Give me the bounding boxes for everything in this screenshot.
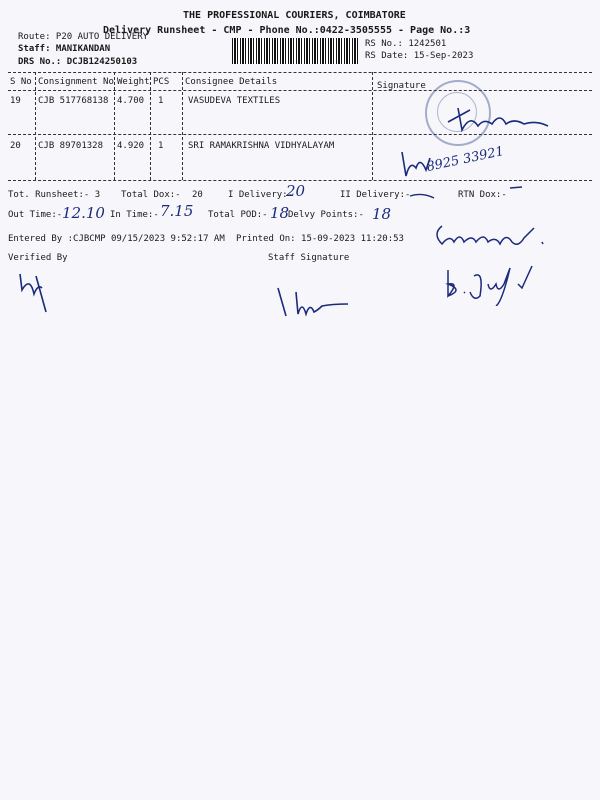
staff-signature-label: Staff Signature xyxy=(268,253,350,263)
delvy-points-label: Delvy Points:- xyxy=(288,210,364,220)
table-row-pcs: 1 xyxy=(158,96,164,106)
col-divider xyxy=(114,72,115,180)
company-name: THE PROFESSIONAL COURIERS, COIMBATORE xyxy=(183,10,406,21)
staff-signature xyxy=(272,282,362,322)
entered-by: Entered By :CJBCMP 09/15/2023 9:52:17 AM xyxy=(8,234,225,244)
col-divider xyxy=(150,72,151,180)
total-dox-label: Total Dox:- xyxy=(121,190,181,200)
route-label: Route: P20 AUTO DELIVERY xyxy=(18,32,149,42)
i-delivery-label: I Delivery:- xyxy=(228,190,294,200)
total-dox-value: 20 xyxy=(192,190,203,200)
table-row-weight: 4.700 xyxy=(117,96,145,106)
col-header-consignee: Consignee Details xyxy=(185,77,278,87)
col-divider xyxy=(372,72,373,180)
table-row-consignee: VASUDEVA TEXTILES xyxy=(188,96,281,106)
printed-on: Printed On: 15-09-2023 11:20:53 xyxy=(236,234,404,244)
table-row-consignee: SRI RAMAKRISHNA VIDHYALAYAM xyxy=(188,141,335,151)
delvy-points-handwritten: 18 xyxy=(372,205,392,223)
tot-runsheet: Tot. Runsheet:- 3 xyxy=(8,190,101,200)
in-time-label: In Time:- xyxy=(110,210,159,220)
rs-number: RS No.: 1242501 xyxy=(365,39,447,49)
col-header-pcs: PCS xyxy=(153,77,170,87)
table-row-weight: 4.920 xyxy=(117,141,145,151)
drs-number: DRS No.: DCJB124250103 xyxy=(18,57,138,67)
handwritten-phone-note: 8925 33921 xyxy=(425,143,506,176)
table-top-rule xyxy=(8,72,592,73)
table-header-rule xyxy=(8,90,592,91)
barcode-image xyxy=(232,38,358,64)
table-row-pcs: 1 xyxy=(158,141,164,151)
rtn-dox-label: RTN Dox:- xyxy=(458,190,507,200)
handwritten-signature-1 xyxy=(430,218,550,254)
runsheet-title: Delivery Runsheet - CMP - Phone No.:0422-3505555 - Page No.:3 xyxy=(103,25,471,36)
total-pod-handwritten: 18 xyxy=(270,204,290,222)
verifier-signature xyxy=(12,266,52,316)
col-header-consignment: Consignment No xyxy=(38,77,114,87)
rtn-dox-mark xyxy=(508,184,524,192)
staff-label: Staff: MANIKANDAN xyxy=(18,44,111,54)
table-row-consignment: CJB 517768138 xyxy=(38,96,109,106)
handwritten-signature-2 xyxy=(440,262,560,306)
verified-by-label: Verified By xyxy=(8,253,68,263)
col-header-signature: Signature xyxy=(377,81,426,91)
table-row-consignment: CJB 89701328 xyxy=(38,141,104,151)
table-row-sno: 20 xyxy=(10,141,21,151)
i-delivery-handwritten: 20 xyxy=(286,182,306,200)
table-bottom-rule xyxy=(8,180,592,181)
col-header-sno: S No xyxy=(10,77,32,87)
table-row-sno: 19 xyxy=(10,96,21,106)
out-time-label: Out Time:- xyxy=(8,210,63,220)
rs-date: RS Date: 15-Sep-2023 xyxy=(365,51,474,61)
recipient-signature-1 xyxy=(440,100,560,140)
total-pod-label: Total POD:- xyxy=(208,210,268,220)
ii-delivery-mark xyxy=(408,188,438,202)
col-divider xyxy=(35,72,36,180)
col-divider xyxy=(182,72,183,180)
ii-delivery-label: II Delivery:- xyxy=(340,190,411,200)
out-time-handwritten: 12.10 xyxy=(62,204,105,222)
in-time-handwritten: 7.15 xyxy=(160,202,194,220)
col-header-weight: Weight xyxy=(117,77,150,87)
